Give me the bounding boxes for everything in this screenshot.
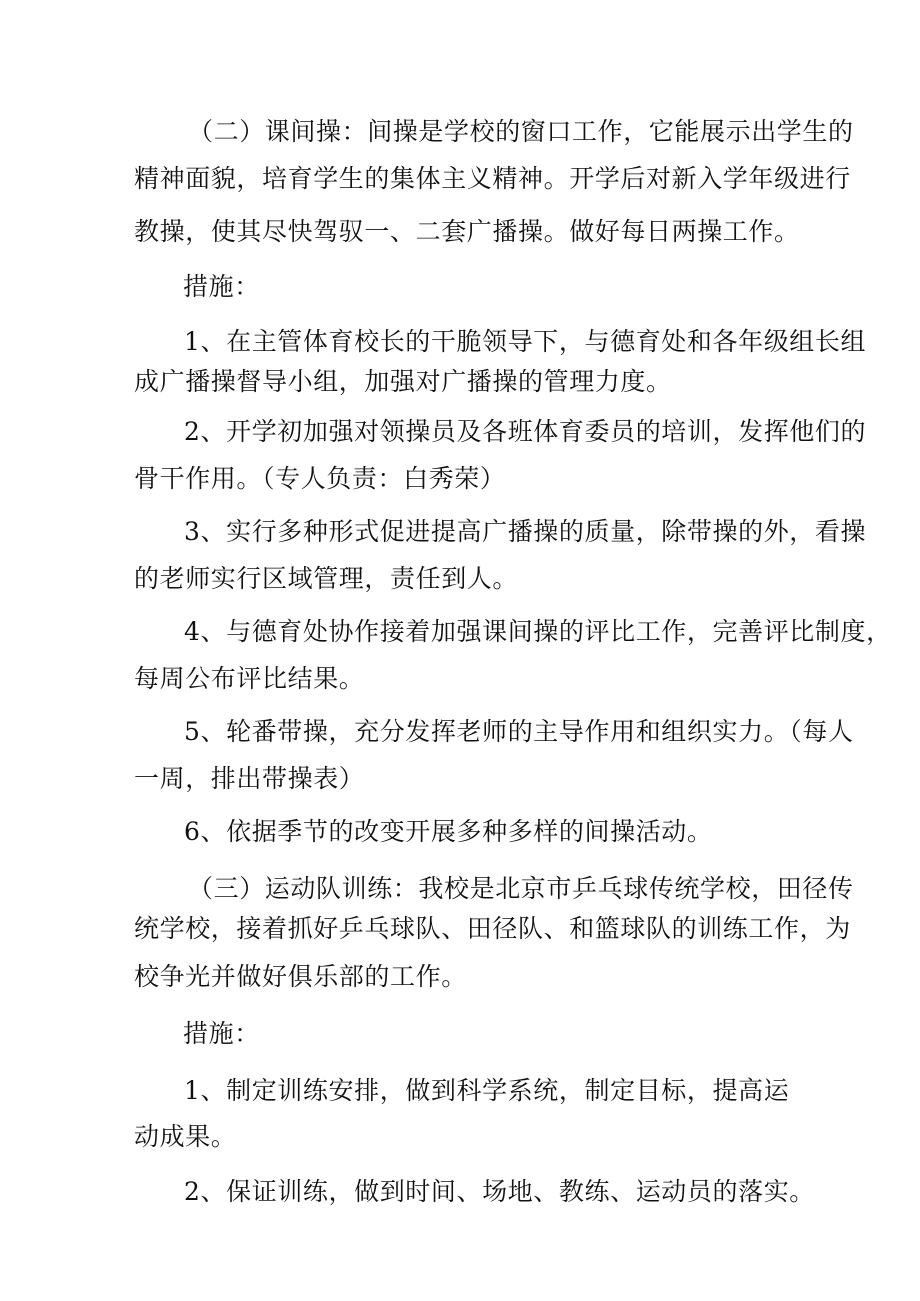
list-item-line: 4、与德育处协作接着加强课间操的评比工作，完善评比制度， (184, 617, 892, 646)
list-item-line: 骨干作用。（专人负责：白秀荣） (134, 464, 506, 493)
list-item-line: 的老师实行区域管理，责任到人。 (134, 564, 519, 593)
list-item-line: 每周公布评比结果。 (134, 664, 365, 693)
list-item-line: 一周，排出带操表） (134, 764, 365, 793)
list-item-line: 2、开学初加强对领操员及各班体育委员的培训，发挥他们的 (184, 417, 867, 446)
measures-label: 措施： (183, 272, 260, 301)
list-item-line: 1、制定训练安排，做到科学系统，制定目标，提高运 (184, 1076, 790, 1105)
paragraph-line: 统学校，接着抓好乒乓球队、田径队、和篮球队的训练工作，为 (134, 914, 851, 943)
list-item-line: 2、保证训练，做到时间、场地、教练、运动员的落实。 (184, 1177, 815, 1206)
list-item-line: 3、实行多种形式促进提高广播操的质量，除带操的外，看操 (184, 517, 867, 546)
section-3-heading-line: （三）运动队训练：我校是北京市乒乓球传统学校，田径传 (188, 874, 854, 903)
list-item-line: 6、依据季节的改变开展多种多样的间操活动。 (184, 817, 713, 846)
paragraph-line: 精神面貌，培育学生的集体主义精神。开学后对新入学年级进行 (134, 164, 851, 193)
paragraph-line: 校争光并做好俱乐部的工作。 (134, 962, 467, 991)
list-item-line: 成广播操督导小组，加强对广播操的管理力度。 (134, 367, 672, 396)
section-2-heading-line: （二）课间操：间操是学校的窗口工作，它能展示出学生的 (188, 117, 854, 146)
list-item-line: 5、轮番带操，充分发挥老师的主导作用和组织实力。（每人 (184, 717, 854, 746)
paragraph-line: 教操，使其尽快驾驭一、二套广播操。做好每日两操工作。 (134, 217, 800, 246)
list-item-line: 动成果。 (134, 1122, 237, 1151)
list-item-line: 1、在主管体育校长的干脆领导下，与德育处和各年级组长组 (184, 327, 867, 356)
measures-label: 措施： (183, 1019, 260, 1048)
